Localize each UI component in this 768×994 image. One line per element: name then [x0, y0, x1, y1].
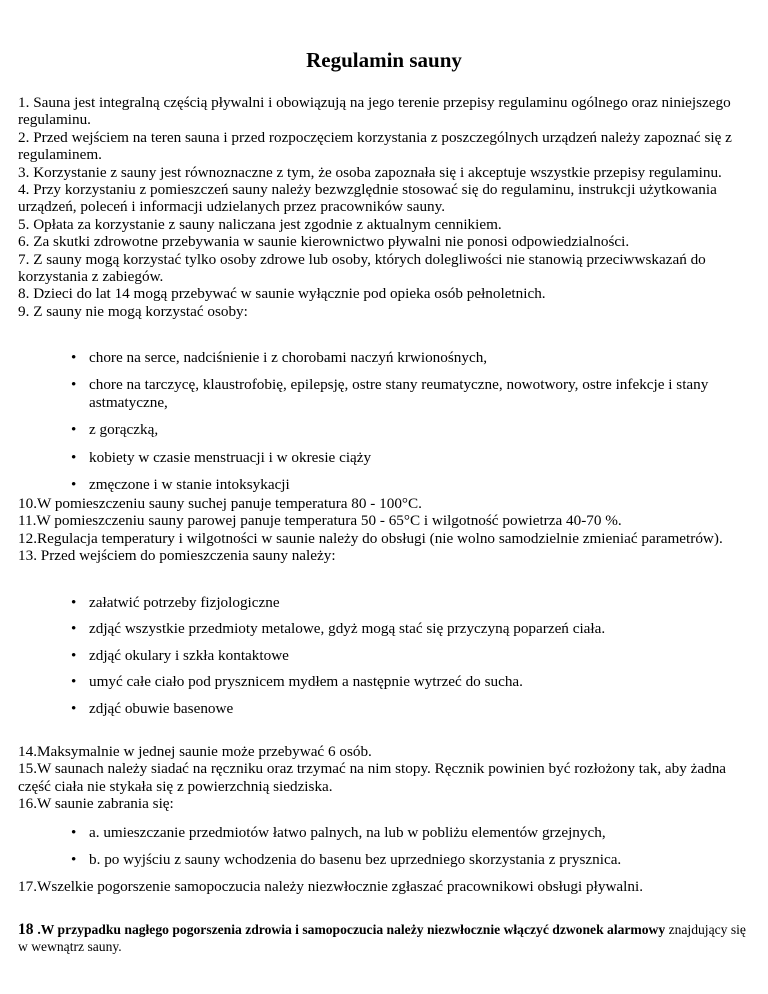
rule-3: 3. Korzystanie z sauny jest równoznaczne z tym, że osoba zapoznała się i akceptuje wszystkie przepisy regulaminu. [18, 163, 722, 181]
bullet-icon: • [71, 448, 77, 466]
rule-10: 10.W pomieszczeniu sauny suchej panuje temperatura 80 - 100°C. [18, 495, 422, 512]
rule-9-list [0, 349, 768, 493]
bullet-icon: • [71, 594, 77, 611]
rule-18-number: 18 [18, 921, 38, 938]
rule-18 [18, 921, 750, 955]
list-item: • zdjąć obuwie basenowe [71, 699, 234, 717]
bullet-icon: • [71, 476, 77, 494]
rule-11: 11.W pomieszczeniu sauny parowej panuje temperatura 50 - 65°C i wilgotność powietrza 40-70 %. [18, 512, 622, 530]
rules-section-3 [18, 743, 750, 813]
rules-section-1 [18, 94, 750, 320]
list-item: • chore na tarczycę, klaustrofobię, epilepsję, ostre stany reumatyczne, nowotwory, ostre infekcje i stany astmatyczne, [71, 376, 709, 411]
bullet-icon: • [71, 673, 77, 691]
list-item: • zmęczone i w stanie intoksykacji [71, 476, 290, 494]
rule-6: 6. Za skutki zdrowotne przebywania w saunie kierownictwo pływalni nie ponosi odpowiedzialności. [18, 233, 630, 251]
rule-16: 16.W saunie zabrania się: [18, 795, 174, 813]
list-item: • chore na serce, nadciśnienie i z chorobami naczyń krwionośnych, [71, 349, 488, 366]
list-item: • zdjąć wszystkie przedmioty metalowe, gdyż mogą stać się przyczyną poparzeń ciała. [71, 620, 606, 638]
rule-17: 17.Wszelkie pogorszenie samopoczucia należy niezwłocznie zgłaszać pracownikowi obsługi pływalni. [18, 878, 643, 895]
rule-7: 7. Z sauny mogą korzystać tylko osoby zdrowe lub osoby, których dolegliwości nie stanowią przeciwwskazań do korzystania z zabiegów. [18, 250, 706, 286]
rule-13-list [0, 594, 768, 717]
rule-12: 12.Regulacja temperatury i wilgotności w saunie należy do obsługi (nie wolno samodzielnie zmieniać parametrów). [18, 529, 723, 547]
bullet-icon: • [71, 851, 77, 869]
bullet-icon: • [71, 699, 77, 717]
list-item: • zdjąć okulary i szkła kontaktowe [71, 646, 289, 664]
list-item: • umyć całe ciało pod prysznicem mydłem a następnie wytrzeć do sucha. [71, 673, 523, 691]
rule-9: 9. Z sauny nie mogą korzystać osoby: [18, 302, 248, 320]
list-item: • z gorączką, [71, 421, 159, 439]
rule-2: 2. Przed wejściem na teren sauna i przed rozpoczęciem korzystania z poszczególnych urządzeń należy zapoznać się z regulaminem. [18, 128, 732, 164]
page-title: Regulamin sauny [306, 48, 462, 72]
rule-15: 15.W saunach należy siadać na ręczniku oraz trzymać na nim stopy. Ręcznik powinien być rozłożony tak, aby żadna część ciała nie stykała się z powierzchnią siedziska. [18, 760, 727, 795]
bullet-icon: • [71, 646, 77, 664]
list-item: • kobiety w czasie menstruacji i w okresie ciąży [71, 448, 372, 466]
bullet-icon: • [71, 376, 77, 394]
rules-section-2 [18, 495, 750, 565]
list-item: • załatwić potrzeby fizjologiczne [71, 594, 280, 611]
bullet-icon: • [71, 824, 77, 841]
list-item: • b. po wyjściu z sauny wchodzenia do basenu bez uprzedniego skorzystania z prysznica. [71, 851, 622, 869]
bullet-icon: • [71, 349, 77, 366]
rule-18-normal: znajdujący się w wewnątrz sauny. [18, 922, 746, 954]
rule-1: 1. Sauna jest integralną częścią pływalni i obowiązują na jego terenie przepisy regulaminu ogólnego oraz niniejszego regulaminu. [18, 94, 731, 129]
rule-16-list [0, 824, 768, 869]
rule-8: 8. Dzieci do lat 14 mogą przebywać w saunie wyłącznie pod opieka osób pełnoletnich. [18, 285, 546, 303]
bullet-icon: • [71, 421, 77, 439]
rule-5: 5. Opłata za korzystanie z sauny naliczana jest zgodnie z aktualnym cennikiem. [18, 215, 502, 233]
rule-14: 14.Maksymalnie w jednej saunie może przebywać 6 osób. [18, 743, 372, 760]
list-item: • a. umieszczanie przedmiotów łatwo palnych, na lub w pobliżu elementów grzejnych, [71, 824, 606, 841]
rule-4: 4. Przy korzystaniu z pomieszczeń sauny należy bezwzględnie stosować się do regulaminu, instrukcji użytkowania urządzeń, poleceń i informacji udzielanych przez pracowników sauny. [18, 181, 717, 216]
rule-13: 13. Przed wejściem do pomieszczenia sauny należy: [18, 547, 336, 565]
rule-18-bold: .W przypadku nagłego pogorszenia zdrowia i samopoczucia należy niezwłocznie włączyć dzwonek alarmowy [37, 922, 666, 937]
bullet-icon: • [71, 620, 77, 638]
